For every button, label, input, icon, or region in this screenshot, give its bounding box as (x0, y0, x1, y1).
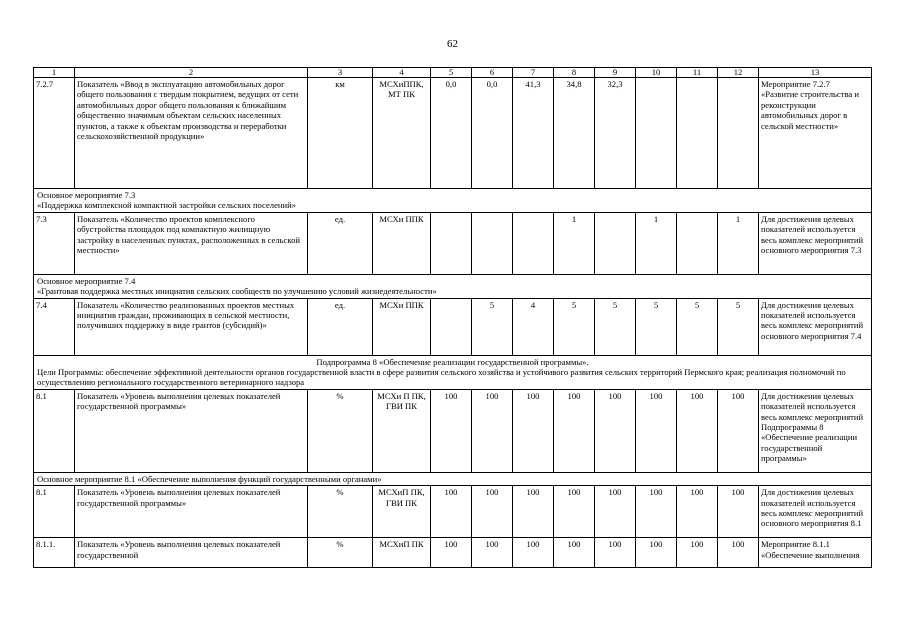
column-header: 5 (431, 68, 472, 78)
note: Мероприятие 7.2.7 «Развитие строительства и реконструкции автомобильных дорог в сельской местности» (759, 78, 872, 189)
table-row (34, 212, 872, 274)
executor: МСХи ППК (373, 298, 431, 355)
value-col11 (677, 212, 718, 274)
note: Для достижения целевых показателей используется весь комплекс мероприятий основного мероприятия 7.4 (759, 298, 872, 355)
value-col6: 100 (472, 486, 513, 538)
value-col8: 1 (554, 212, 595, 274)
value-col7: 100 (513, 486, 554, 538)
column-header: 1 (34, 68, 75, 78)
value-col5 (431, 298, 472, 355)
value-col11: 100 (677, 486, 718, 538)
unit: % (308, 538, 373, 568)
table-row (34, 389, 872, 472)
value-col12: 100 (718, 538, 759, 568)
table-row (34, 486, 872, 538)
value-col5: 0,0 (431, 78, 472, 189)
value-col7 (513, 212, 554, 274)
table-row (34, 78, 872, 189)
value-col6: 100 (472, 538, 513, 568)
value-col12: 1 (718, 212, 759, 274)
value-col11: 100 (677, 538, 718, 568)
indicator-name: Показатель «Количество проектов комплексного обустройства площадок под компактную жилищную застройку в населенных пунктах, расположенных в сельской местности» (75, 212, 308, 274)
subprogram-title: Подпрограмма 8 «Обеспечение реализации государственной программы». (316, 356, 589, 367)
value-col12: 100 (718, 389, 759, 472)
value-col9: 5 (595, 298, 636, 355)
value-col5: 100 (431, 538, 472, 568)
value-col12: 5 (718, 298, 759, 355)
value-col8: 100 (554, 538, 595, 568)
table-row (34, 538, 872, 568)
column-header: 6 (472, 68, 513, 78)
unit: % (308, 389, 373, 472)
column-header: 8 (554, 68, 595, 78)
value-col11 (677, 78, 718, 189)
value-col12 (718, 78, 759, 189)
value-col10: 5 (636, 298, 677, 355)
column-header: 7 (513, 68, 554, 78)
page-number: 62 (447, 38, 458, 50)
main-activity-name: «Грантовая поддержка местных инициатив сельских сообществ по улучшению условий жизнедеятельности» (37, 286, 437, 297)
section-row (34, 472, 872, 485)
note: Мероприятие 8.1.1 «Обеспечение выполнения (759, 538, 872, 568)
executor: МСХи П ПК, ГВИ ПК (373, 389, 431, 472)
unit: % (308, 486, 373, 538)
value-col8: 100 (554, 486, 595, 538)
executor: МСХиППК, МТ ПК (373, 78, 431, 189)
value-col7: 41,3 (513, 78, 554, 189)
value-col10 (636, 78, 677, 189)
note: Для достижения целевых показателей используется весь комплекс мероприятий основного мероприятия 8.1 (759, 486, 872, 538)
row-number: 7.3 (34, 212, 75, 274)
table-row (34, 298, 872, 355)
column-header: 11 (677, 68, 718, 78)
indicator-name: Показатель «Уровень выполнения целевых показателей государственной программы» (75, 486, 308, 538)
value-col9: 100 (595, 389, 636, 472)
executor: МСХиП ПК, ГВИ ПК (373, 486, 431, 538)
value-col5: 100 (431, 389, 472, 472)
indicator-name: Показатель «Уровень выполнения целевых показателей государственной программы» (75, 389, 308, 472)
value-col5 (431, 212, 472, 274)
value-col6: 100 (472, 389, 513, 472)
value-col8: 34,8 (554, 78, 595, 189)
indicator-name: Показатель «Ввод в эксплуатацию автомобильных дорог общего пользования с твердым покрытием, ведущих от сети автомобильных дорог общего пользования к ближайшим общественно значимым объектам сельских населенных пунктов, а также к объектам производства и переработки сельскохозяйственной продукции» (75, 78, 308, 189)
unit: ед. (308, 298, 373, 355)
value-col7: 100 (513, 389, 554, 472)
value-col7: 4 (513, 298, 554, 355)
value-col9: 32,3 (595, 78, 636, 189)
column-header: 3 (308, 68, 373, 78)
section-row (34, 274, 872, 298)
column-header: 10 (636, 68, 677, 78)
value-col6: 0,0 (472, 78, 513, 189)
value-col6: 5 (472, 298, 513, 355)
table-header-row (34, 68, 872, 78)
row-number: 8.1 (34, 486, 75, 538)
value-col8: 5 (554, 298, 595, 355)
unit: ед. (308, 212, 373, 274)
value-col9 (595, 212, 636, 274)
row-number: 8.1 (34, 389, 75, 472)
column-header: 2 (75, 68, 308, 78)
column-header: 9 (595, 68, 636, 78)
indicator-name: Показатель «Уровень выполнения целевых показателей государственной (75, 538, 308, 568)
subprogram-goals: Цели Программы: обеспечение эффективной деятельности органов государственной власти в сфере развития сельского хозяйства и устойчивого развития сельских территорий Пермского края; реализация полномочий по осуществлению регионального государственного ветеринарного надзора (37, 367, 846, 388)
executor: МСХи ППК (373, 212, 431, 274)
note: Для достижения целевых показателей используется весь комплекс мероприятий основного мероприятия 7.3 (759, 212, 872, 274)
value-col8: 100 (554, 389, 595, 472)
main-activity-title: Основное мероприятие 8.1 «Обеспечение выполнения функций государственными органами» (34, 472, 872, 485)
column-header: 12 (718, 68, 759, 78)
value-col9: 100 (595, 538, 636, 568)
value-col5: 100 (431, 486, 472, 538)
note: Для достижения целевых показателей используется весь комплекс мероприятий Подпрограммы 8 «Обеспечение реализации государственной программы» (759, 389, 872, 472)
row-number: 7.2.7 (34, 78, 75, 189)
row-number: 7.4 (34, 298, 75, 355)
subprogram-row (34, 355, 872, 389)
indicators-table (33, 67, 872, 568)
value-col12: 100 (718, 486, 759, 538)
value-col9: 100 (595, 486, 636, 538)
value-col6 (472, 212, 513, 274)
main-activity-title: Основное мероприятие 7.3 (37, 190, 136, 200)
row-number: 8.1.1. (34, 538, 75, 568)
unit: км (308, 78, 373, 189)
section-row (34, 189, 872, 213)
value-col10: 100 (636, 486, 677, 538)
value-col7: 100 (513, 538, 554, 568)
column-header: 4 (373, 68, 431, 78)
value-col10: 100 (636, 538, 677, 568)
indicator-name: Показатель «Количество реализованных проектов местных инициатив граждан, проживающих в сельской местности, получивших поддержку в виде грантов (субсидий)» (75, 298, 308, 355)
main-activity-name: «Поддержка комплексной компактной застройки сельских поселений» (37, 200, 296, 211)
value-col11: 5 (677, 298, 718, 355)
value-col10: 100 (636, 389, 677, 472)
value-col10: 1 (636, 212, 677, 274)
executor: МСХиП ПК (373, 538, 431, 568)
main-activity-title: Основное мероприятие 7.4 (37, 275, 136, 286)
column-header: 13 (759, 68, 872, 78)
value-col11: 100 (677, 389, 718, 472)
